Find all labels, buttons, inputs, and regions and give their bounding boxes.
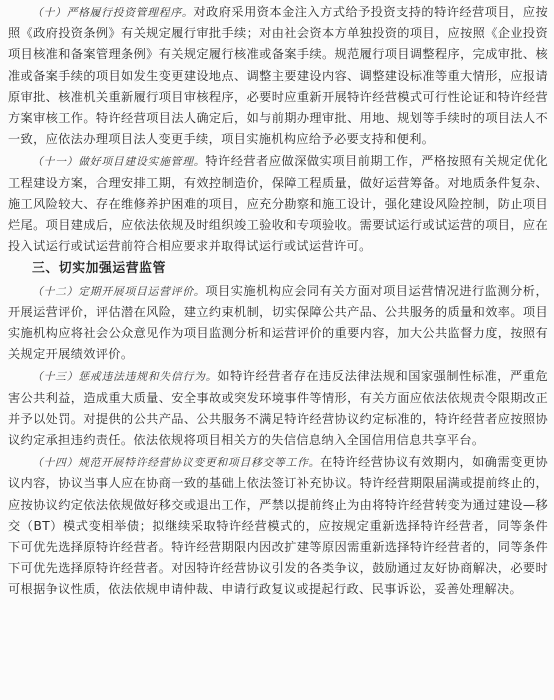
paragraph-11 <box>8 151 548 257</box>
paragraph-11-body: 特许经营者应做深做实项目前期工作，严格按照有关规定优化工程建设方案，合理安排工期，有效控制造价，保障工程质量，做好运营筹备。对地质条件复杂、施工风险较大、存在维修养护困难的项目，应充分勘察和施工设计，强化建设风险控制，防止项目烂尾。项目建成后，应依法依规及时组织竣工验收和专项验收。需要试运行或试运营的项目，应在投入试运行或试运营前符合相应要求并取得试运行或试运营许可。 <box>8 154 548 254</box>
paragraph-11-lead: （十一）做好项目建设实施管理。 <box>32 155 206 169</box>
paragraph-12-body: 项目实施机构应会同有关方面对项目运营情况进行监测分析，开展运营评价，评估潜在风险，建立约束机制，切实保障公共产品、公共服务的质量和效率。项目实施机构应将社会公众意见作为项目监测分析和运营评价的重要内容，加大公共监督力度，按照有关规定开展绩效评价。 <box>8 283 548 362</box>
paragraph-10-body: 对政府采用资本金注入方式给予投资支持的特许经营项目，应按照《政府投资条例》有关规定履行审批手续；对由社会资本方单独投资的项目，应按照《企业投资项目核准和备案管理条例》有关规定履行核准或备案手续。规范履行项目调整程序，完成审批、核准或备案手续的项目如发生变更建设地点、调整主要建设内容、调整建设标准等重大情形，应报请原审批、核准机关重新履行项目审核程序，必要时应重新开展特许经营模式可行性论证和特许经营方案审核工作。特许经营项目法人确定后，如与前期办理审批、用地、规划等手续时的项目法人不一致，应依法办理项目法人变更手续，项目实施机构应给予必要支持和便利。 <box>8 5 548 147</box>
paragraph-13-body: 如特许经营者存在违反法律法规和国家强制性标准，严重危害公共利益，造成重大质量、安全事故或突发环境事件等情形，有关方面应依法依规责令限期改正并予以处罚。对提供的公共产品、公共服务不满足特许经营协议约定标准的，特许经营者应按照协议约定承担违约责任。依法依规将项目相关方的失信信息纳入全国信用信息共享平台。 <box>8 369 548 448</box>
paragraph-14 <box>8 452 548 600</box>
section-heading: 三、切实加强运营监管 <box>32 261 166 277</box>
paragraph-13-lead: （十三）惩戒违法违规和失信行为。 <box>32 370 218 384</box>
paragraph-10 <box>8 2 548 150</box>
paragraph-12 <box>8 281 548 366</box>
paragraph-12-lead: （十二）定期开展项目运营评价。 <box>32 284 206 298</box>
paragraph-13 <box>8 366 548 451</box>
paragraph-14-body: 在特许经营协议有效期内，如确需变更协议内容，协议当事人应在协商一致的基础上依法签订补充协议。特许经营期限届满或提前终止的，应按协议约定依法依规做好移交或退出工作，严禁以提前终止为由将特许经营转变为通过建设—移交（BT）模式变相举债；拟继续采取特许经营模式的，应按规定重新选择特许经营者，同等条件下可优先选择原特许经营者。特许经营期限内因改扩建等原因需重新选择特许经营者的，同等条件下可优先选择原特许经营者。对因特许经营协议引发的各类争议，鼓励通过友好协商解决，必要时可根据争议性质，依法依规申请仲裁、申请行政复议或提起行政、民事诉讼，妥善处理解决。 <box>8 455 548 597</box>
paragraph-10-lead: （十）严格履行投资管理程序。 <box>32 6 194 19</box>
paragraph-14-lead: （十四）规范开展特许经营协议变更和项目移交等工作。 <box>32 456 321 470</box>
